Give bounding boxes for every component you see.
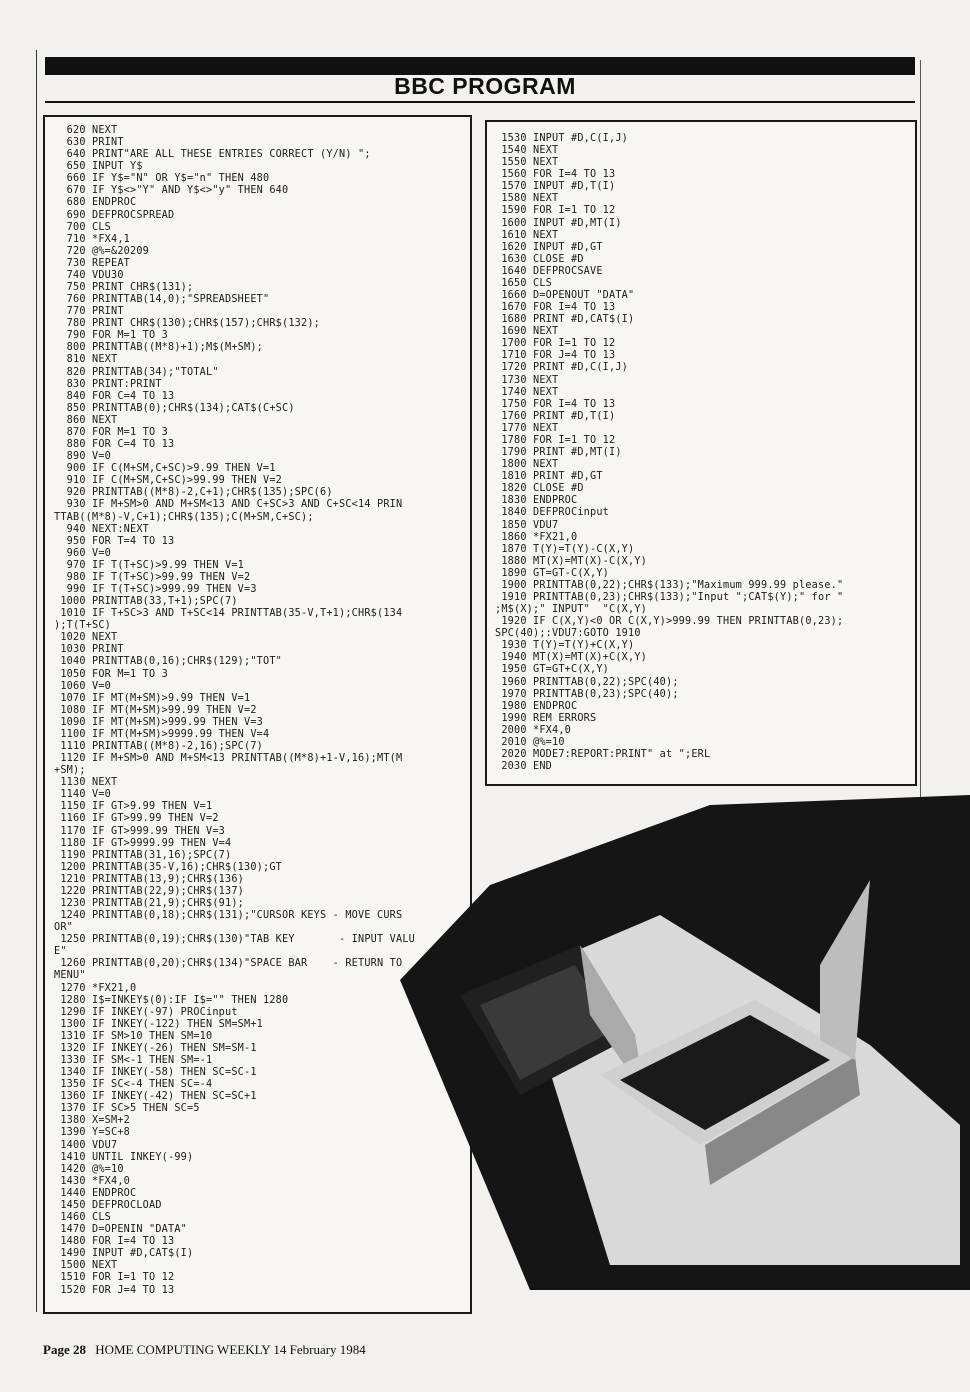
code-line: 1620 INPUT #D,GT [495, 241, 603, 253]
code-line: 1080 IF MT(M+SM)>99.99 THEN V=2 [54, 704, 257, 716]
code-line: 1300 IF INKEY(-122) THEN SM=SM+1 [54, 1018, 264, 1030]
code-line: 900 IF C(M+SM,C+SC)>9.99 THEN V=1 [54, 463, 276, 475]
code-line: 1780 FOR I=1 TO 12 [495, 434, 616, 446]
code-line: 1370 IF SC>5 THEN SC=5 [54, 1103, 200, 1115]
code-line: 1350 IF SC<-4 THEN SC=-4 [54, 1079, 213, 1091]
code-line: 1530 INPUT #D,C(I,J) [495, 133, 629, 144]
code-line: 1810 PRINT #D,GT [495, 471, 603, 483]
code-line: 1960 PRINTTAB(0,22);SPC(40); [495, 676, 679, 688]
code-line: 1550 NEXT [495, 157, 559, 169]
code-line: 970 IF T(T+SC)>9.99 THEN V=1 [54, 559, 245, 571]
code-line: ;M$(X);" INPUT" "C(X,Y) [495, 604, 648, 616]
code-line: 1320 IF INKEY(-26) THEN SM=SM-1 [54, 1042, 257, 1054]
code-line: 860 NEXT [54, 414, 118, 426]
code-line: 1850 VDU7 [495, 519, 559, 531]
code-line: 670 IF Y$<>"Y" AND Y$<>"y" THEN 640 [54, 185, 289, 197]
code-line: 1920 IF C(X,Y)<0 OR C(X,Y)>999.99 THEN PRINTTAB(0,23); [495, 616, 844, 628]
code-line: 1760 PRINT #D,T(I) [495, 410, 616, 422]
code-line: 930 IF M+SM>0 AND M+SM<13 AND C+SC>3 AND C+SC<14 PRIN [54, 499, 403, 511]
code-line: 1210 PRINTTAB(13,9);CHR$(136) [54, 873, 245, 885]
code-line: 1010 IF T+SC>3 AND T+SC<14 PRINTTAB(35-V,T+1);CHR$(134 [54, 608, 403, 620]
code-line: 1770 NEXT [495, 422, 559, 434]
code-line: 1400 VDU7 [54, 1139, 118, 1151]
code-line: 1790 PRINT #D,MT(I) [495, 447, 622, 459]
code-line: SPC(40);:VDU7:GOTO 1910 [495, 628, 641, 640]
code-line: 1610 NEXT [495, 229, 559, 241]
code-line: 690 DEFPROCSPREAD [54, 209, 175, 221]
page-number: Page 28 [43, 1342, 86, 1357]
code-line: 1240 PRINTTAB(0,18);CHR$(131);"CURSOR KEYS - MOVE CURS [54, 910, 403, 922]
code-line: 1890 GT=GT-C(X,Y) [495, 567, 610, 579]
code-line: 650 INPUT Y$ [54, 161, 143, 173]
code-line: 1870 T(Y)=T(Y)-C(X,Y) [495, 543, 635, 555]
code-line: 2000 *FX4,0 [495, 724, 572, 736]
code-line: 870 FOR M=1 TO 3 [54, 426, 169, 438]
code-line: 1330 IF SM<-1 THEN SM=-1 [54, 1055, 213, 1067]
code-line: 1390 Y=SC+8 [54, 1127, 131, 1139]
code-line: 1000 PRINTTAB(33,T+1);SPC(7) [54, 596, 238, 608]
code-line: 1980 ENDPROC [495, 700, 578, 712]
page-footer [43, 1342, 366, 1358]
code-line: 2010 @%=10 [495, 736, 565, 748]
code-line: 1310 IF SM>10 THEN SM=10 [54, 1030, 213, 1042]
code-line: 850 PRINTTAB(0);CHR$(134);CAT$(C+SC) [54, 402, 295, 414]
code-line: 880 FOR C=4 TO 13 [54, 439, 175, 451]
code-line: 1600 INPUT #D,MT(I) [495, 217, 622, 229]
code-line: 1160 IF GT>99.99 THEN V=2 [54, 813, 219, 825]
code-line: 1190 PRINTTAB(31,16);SPC(7) [54, 849, 232, 861]
code-line: 1500 NEXT [54, 1260, 118, 1272]
code-line: 1660 D=OPENOUT "DATA" [495, 290, 635, 302]
code-line: 1990 REM ERRORS [495, 712, 597, 724]
code-line: 1880 MT(X)=MT(X)-C(X,Y) [495, 555, 648, 567]
code-line: 1020 NEXT [54, 632, 118, 644]
code-line: 1250 PRINTTAB(0,19);CHR$(130)"TAB KEY - INPUT VALU [54, 934, 416, 946]
code-line: 1860 *FX21,0 [495, 531, 578, 543]
code-line: +SM); [54, 765, 86, 777]
code-line: 1470 D=OPENIN "DATA" [54, 1224, 188, 1236]
code-line: 750 PRINT CHR$(131); [54, 282, 194, 294]
code-line: 1180 IF GT>9999.99 THEN V=4 [54, 837, 232, 849]
code-line: 1100 IF MT(M+SM)>9999.99 THEN V=4 [54, 728, 270, 740]
code-line: 1480 FOR I=4 TO 13 [54, 1236, 175, 1248]
code-line: );T(T+SC) [54, 620, 112, 632]
code-line: 1110 PRINTTAB((M*8)-2,16);SPC(7) [54, 740, 264, 752]
code-line: 710 *FX4,1 [54, 233, 131, 245]
code-line: TTAB((M*8)-V,C+1);CHR$(135);C(M+SM,C+SC); [54, 511, 314, 523]
code-line: OR" [54, 922, 74, 934]
publication-line: HOME COMPUTING WEEKLY 14 February 1984 [95, 1342, 366, 1357]
code-line: 1430 *FX4,0 [54, 1175, 131, 1187]
code-line: 1040 PRINTTAB(0,16);CHR$(129);"TOT" [54, 656, 283, 668]
code-line: 1580 NEXT [495, 193, 559, 205]
code-line: 1970 PRINTTAB(0,23);SPC(40); [495, 688, 679, 700]
code-line: 1590 FOR I=1 TO 12 [495, 205, 616, 217]
code-line: 680 ENDPROC [54, 197, 137, 209]
code-line: 1840 DEFPROCinput [495, 507, 610, 519]
code-line: 1460 CLS [54, 1212, 112, 1224]
code-line: 1120 IF M+SM>0 AND M+SM<13 PRINTTAB((M*8)+1-V,16);MT(M [54, 753, 403, 765]
code-line: 790 FOR M=1 TO 3 [54, 330, 169, 342]
code-line: 660 IF Y$="N" OR Y$="n" THEN 480 [54, 173, 270, 185]
code-line: 720 @%=&20209 [54, 245, 150, 257]
code-line: 1050 FOR M=1 TO 3 [54, 668, 169, 680]
code-line: 1570 INPUT #D,T(I) [495, 181, 616, 193]
code-line: 1560 FOR I=4 TO 13 [495, 169, 616, 181]
code-line: 1520 FOR J=4 TO 13 [54, 1284, 175, 1296]
code-line: 1440 ENDPROC [54, 1187, 137, 1199]
code-line: 1220 PRINTTAB(22,9);CHR$(137) [54, 885, 245, 897]
code-line: 980 IF T(T+SC)>99.99 THEN V=2 [54, 571, 251, 583]
code-line: 640 PRINT"ARE ALL THESE ENTRIES CORRECT (Y/N) "; [54, 149, 371, 161]
code-line: 1420 @%=10 [54, 1163, 124, 1175]
code-line: 1670 FOR I=4 TO 13 [495, 302, 616, 314]
code-line: 1090 IF MT(M+SM)>999.99 THEN V=3 [54, 716, 264, 728]
code-line: 1690 NEXT [495, 326, 559, 338]
code-line: 2030 END [495, 761, 553, 773]
code-line: 920 PRINTTAB((M*8)-2,C+1);CHR$(135);SPC(6) [54, 487, 333, 499]
code-line: 1510 FOR I=1 TO 12 [54, 1272, 175, 1284]
code-line: 1070 IF MT(M+SM)>9.99 THEN V=1 [54, 692, 251, 704]
page-title: BBC PROGRAM [394, 73, 576, 99]
code-line: 1150 IF GT>9.99 THEN V=1 [54, 801, 213, 813]
code-line: 1730 NEXT [495, 374, 559, 386]
header-rule [45, 101, 915, 103]
code-line: 1260 PRINTTAB(0,20);CHR$(134)"SPACE BAR - RETURN TO [54, 958, 403, 970]
code-line: 1820 CLOSE #D [495, 483, 584, 495]
code-line: 620 NEXT [54, 125, 118, 136]
code-line: 1640 DEFPROCSAVE [495, 265, 603, 277]
code-line: 1270 *FX21,0 [54, 982, 137, 994]
program-listing-right [487, 122, 915, 773]
code-line: 630 PRINT [54, 137, 124, 149]
code-line: 810 NEXT [54, 354, 118, 366]
code-line: 820 PRINTTAB(34);"TOTAL" [54, 366, 219, 378]
listing-box-right [485, 120, 917, 786]
code-line: 840 FOR C=4 TO 13 [54, 390, 175, 402]
code-line: 1140 V=0 [54, 789, 112, 801]
bbc-micro-photo [400, 795, 970, 1290]
code-line: 730 REPEAT [54, 257, 131, 269]
left-margin-rule [36, 50, 37, 1312]
code-line: 1360 IF INKEY(-42) THEN SC=SC+1 [54, 1091, 257, 1103]
code-line: 800 PRINTTAB((M*8)+1);M$(M+SM); [54, 342, 264, 354]
code-line: 1230 PRINTTAB(21,9);CHR$(91); [54, 898, 245, 909]
code-line: 1290 IF INKEY(-97) PROCinput [54, 1006, 238, 1018]
code-line: 1680 PRINT #D,CAT$(I) [495, 314, 635, 326]
computer-illustration [400, 795, 970, 1290]
code-line: 1030 PRINT [54, 644, 124, 656]
code-line: 950 FOR T=4 TO 13 [54, 535, 175, 547]
code-line: 1630 CLOSE #D [495, 253, 584, 265]
code-line: 990 IF T(T+SC)>999.99 THEN V=3 [54, 583, 257, 595]
code-line: 830 PRINT:PRINT [54, 378, 162, 390]
code-line: 1060 V=0 [54, 680, 112, 692]
code-line: 1740 NEXT [495, 386, 559, 398]
code-line: 1940 MT(X)=MT(X)+C(X,Y) [495, 652, 648, 664]
code-line: 1700 FOR I=1 TO 12 [495, 338, 616, 350]
code-line: 1900 PRINTTAB(0,22);CHR$(133);"Maximum 999.99 please." [495, 579, 844, 591]
code-line: 1200 PRINTTAB(35-V,16);CHR$(130);GT [54, 861, 283, 873]
code-line: 890 V=0 [54, 451, 112, 463]
code-line: 1830 ENDPROC [495, 495, 578, 507]
code-line: 1540 NEXT [495, 145, 559, 157]
code-line: 1340 IF INKEY(-58) THEN SC=SC-1 [54, 1067, 257, 1079]
code-line: 960 V=0 [54, 547, 112, 559]
code-line: 1650 CLS [495, 277, 553, 289]
code-line: 1910 PRINTTAB(0,23);CHR$(133);"Input ";CAT$(Y);" for " [495, 591, 844, 603]
code-line: 770 PRINT [54, 306, 124, 318]
code-line: 1410 UNTIL INKEY(-99) [54, 1151, 194, 1163]
code-line: 910 IF C(M+SM,C+SC)>99.99 THEN V=2 [54, 475, 283, 487]
code-line: 740 VDU30 [54, 269, 124, 281]
code-line: 700 CLS [54, 221, 112, 233]
code-line: 2020 MODE7:REPORT:PRINT" at ";ERL [495, 748, 711, 760]
code-line: 1930 T(Y)=T(Y)+C(X,Y) [495, 640, 635, 652]
code-line: MENU" [54, 970, 86, 982]
code-line: 1490 INPUT #D,CAT$(I) [54, 1248, 194, 1260]
code-line: 1950 GT=GT+C(X,Y) [495, 664, 610, 676]
code-line: 1450 DEFPROCLOAD [54, 1199, 162, 1211]
code-line: 1750 FOR I=4 TO 13 [495, 398, 616, 410]
code-line: 1170 IF GT>999.99 THEN V=3 [54, 825, 226, 837]
code-line: 940 NEXT:NEXT [54, 523, 150, 535]
code-line: 1800 NEXT [495, 459, 559, 471]
code-line: E" [54, 946, 67, 958]
code-line: 1130 NEXT [54, 777, 118, 789]
code-line: 1280 I$=INKEY$(0):IF I$="" THEN 1280 [54, 994, 289, 1006]
code-line: 1710 FOR J=4 TO 13 [495, 350, 616, 362]
code-line: 760 PRINTTAB(14,0);"SPREADSHEET" [54, 294, 270, 306]
code-line: 1720 PRINT #D,C(I,J) [495, 362, 629, 374]
code-line: 1380 X=SM+2 [54, 1115, 131, 1127]
code-line: 780 PRINT CHR$(130);CHR$(157);CHR$(132); [54, 318, 321, 330]
